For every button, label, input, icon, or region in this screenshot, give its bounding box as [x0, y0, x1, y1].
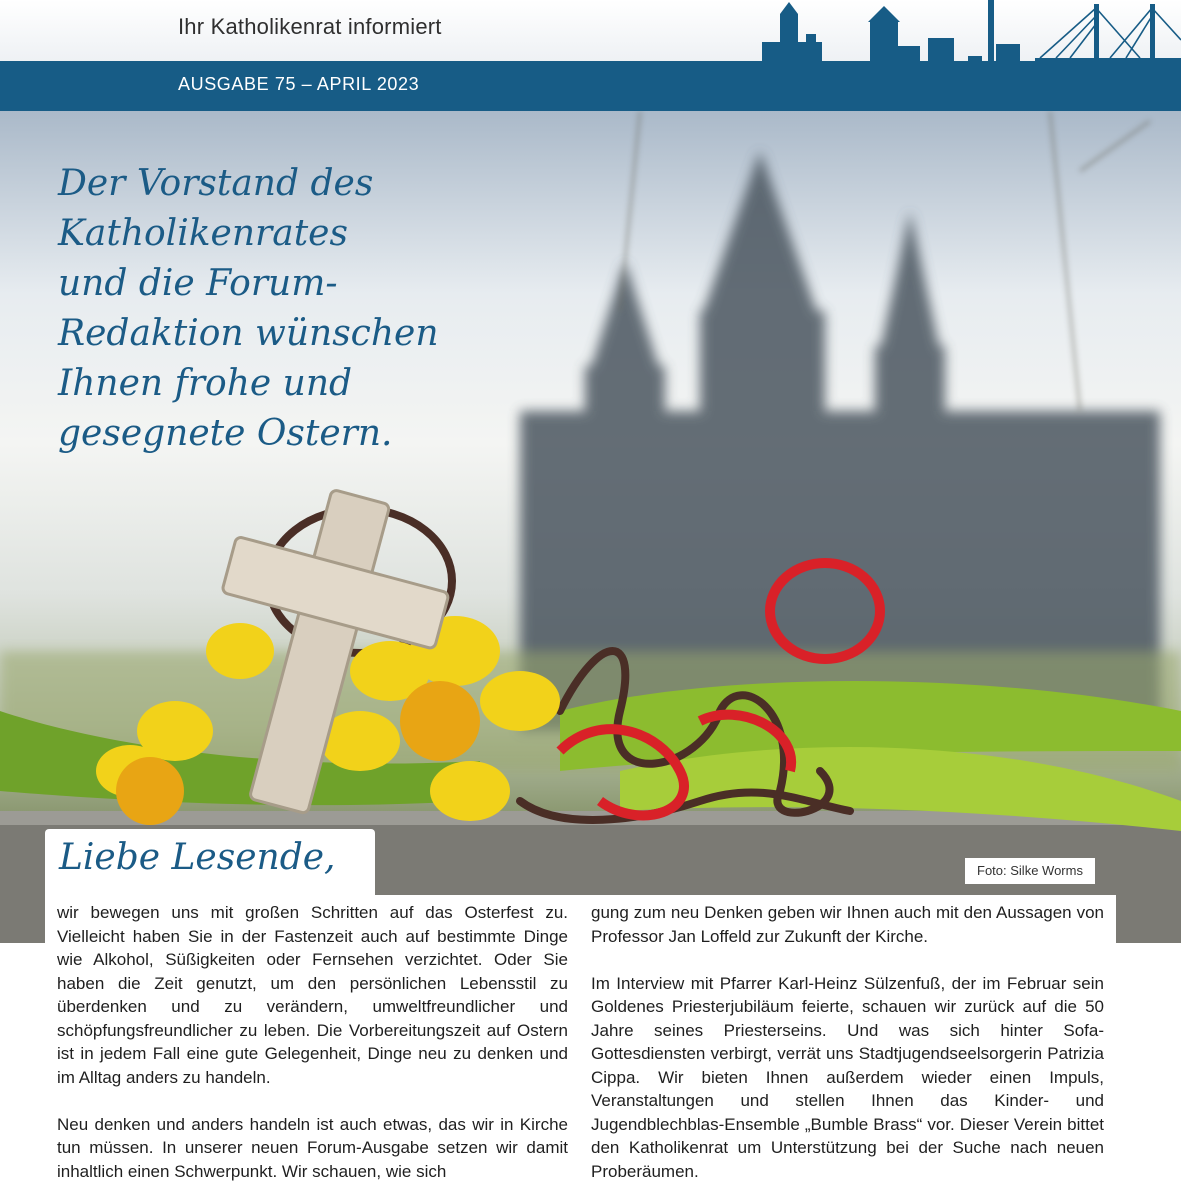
- tagline: Ihr Katholikenrat informiert: [178, 14, 442, 40]
- text-column-left: [45, 895, 580, 1181]
- salutation-box: [45, 829, 375, 895]
- easter-photo: [0, 111, 1181, 943]
- text-column-right: [579, 895, 1116, 1181]
- easter-greeting: Der Vorstand des Katholikenrates und die Forum- Redaktion wünschen Ihnen frohe und gesegnete Ostern.: [58, 159, 439, 459]
- salutation: Liebe Lesende,: [59, 837, 336, 878]
- city-skyline-icon: [740, 0, 1181, 75]
- paragraph: gung zum neu Denken geben wir Ihnen auch mit den Aussagen von Professor Jan Loffeld zur Zukunft der Kirche.: [591, 901, 1104, 948]
- paragraph: Neu denken und anders handeln ist auch etwas, das wir in Kirche tun müssen. In unserer neuen Forum-Ausgabe setzen wir damit inhaltlich einen Schwerpunkt. Wir schauen, wie sich: [57, 1113, 568, 1183]
- photo-credit: Foto: Silke Worms: [965, 858, 1095, 884]
- issue-label: AUSGABE 75 – APRIL 2023: [178, 74, 419, 95]
- paragraph: Im Interview mit Pfarrer Karl-Heinz Sülzenfuß, der im Februar sein Goldenes Priesterjubiläum feierte, schauen wir zurück auf die 50 Jahre seines Priesterseins. Und was sich hinter Sofa-Gottesdiensten verbirgt, verrät uns Stadtjugendseelsorgerin Patrizia Cippa. Wir bieten Ihnen außerdem wieder einen Impuls, Veranstaltungen und stellen Ihnen das Kinder- und Jugendblechblas-Ensemble „Bumble Brass“ vor. Dieser Verein bittet den Katholikenrat um Unterstützung bei der Suche nach neuen Proberäumen.: [591, 972, 1104, 1183]
- paragraph: wir bewegen uns mit großen Schritten auf das Osterfest zu. Vielleicht haben Sie in der Fastenzeit auch auf bestimmte Dinge wie Alkohol, Süßigkeiten oder Fernsehen verzichtet. Oder Sie haben die Zeit genutzt, um den persönlichen Lebensstil zu überdenken und zu verändern, umweltfreundlicher und schöpfungsfreundlicher zu leben. Die Vorbereitungszeit auf Ostern ist in jedem Fall eine gute Gelegenheit, Dinge neu zu denken und im Alltag anders zu handeln.: [57, 901, 568, 1089]
